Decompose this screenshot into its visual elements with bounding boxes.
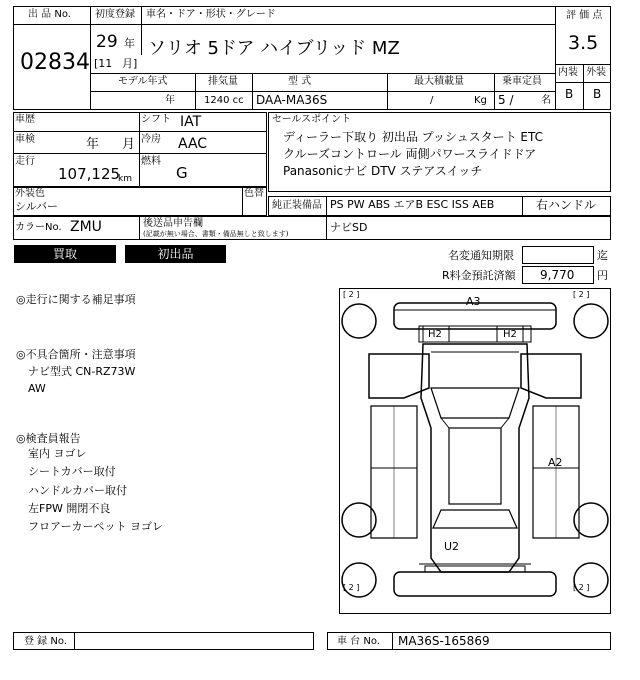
- recycle-unit: 円: [597, 269, 608, 282]
- displacement-label: 排気量: [208, 76, 238, 87]
- recycle-amount: 9,770: [540, 268, 575, 282]
- inspector-line: 左FPW 開閉不良: [28, 502, 111, 515]
- max-load-label: 最大積載量: [414, 76, 464, 87]
- fuel-value: G: [176, 164, 188, 182]
- registration-year: 29: [96, 32, 118, 52]
- shaken-label: 車検: [15, 134, 35, 145]
- exterior-color-value: シルバー: [15, 200, 58, 213]
- capacity-unit: 名: [541, 95, 551, 106]
- type-value: DAA-MA36S: [256, 93, 328, 107]
- defects-line: AW: [28, 382, 46, 395]
- fuel-label: 燃料: [141, 156, 161, 167]
- type-label: 型 式: [288, 76, 312, 87]
- damage-code-a2: A2: [548, 456, 563, 469]
- shaken-month-unit: 月: [122, 137, 136, 152]
- mileage-label: 走行: [15, 156, 35, 167]
- shaken-year-unit: 年: [86, 137, 100, 152]
- mileage-unit: km: [118, 174, 132, 184]
- displacement-value: 1240 cc: [204, 95, 244, 106]
- exterior-label: 外装: [586, 67, 606, 78]
- std-equipment-label: 純正装備品: [272, 200, 322, 211]
- std-equipment-value: PS PW ABS エアB ESC ISS AEB: [330, 198, 495, 211]
- damage-code-h2-left: H2: [428, 329, 442, 340]
- capacity-value: 5 /: [498, 93, 514, 107]
- reg-change-label: 名変通知期限: [448, 249, 514, 262]
- color-no-label: カラーNo.: [15, 222, 62, 233]
- max-load-sep: /: [430, 95, 434, 106]
- sales-point-line: クルーズコントロール 両側パワースライドドア: [283, 147, 537, 161]
- shift-label: シフト: [141, 114, 171, 125]
- capacity-label: 乗車定員: [502, 76, 542, 87]
- driving-notes-title: ◎走行に関する補足事項: [16, 293, 136, 306]
- score-label: 評 価 点: [566, 10, 603, 21]
- inspector-title: ◎検査員報告: [16, 432, 81, 445]
- inspector-line: 室内 ヨゴレ: [28, 447, 87, 460]
- chassis-no-label: 車 台 No.: [337, 636, 380, 647]
- docs-note: (記載が無い場合、書類・備品無しと致します): [143, 230, 289, 238]
- inspector-line: シートカバー取付: [28, 465, 116, 478]
- roof: [449, 428, 501, 504]
- model-year-label: モデル年式: [118, 76, 168, 87]
- sales-point-line: ディーラー下取り 初出品 プッシュスタート ETC: [283, 130, 543, 144]
- inspector-line: ハンドルカバー取付: [28, 484, 127, 497]
- listing-tag: 初出品: [125, 245, 226, 263]
- corner-label-bottom-left: [343, 582, 359, 594]
- registration-month-unit: 月]: [122, 57, 138, 70]
- right-side-panel: [521, 354, 581, 398]
- rear-bumper: [394, 572, 556, 596]
- mileage-value: 107,125: [58, 165, 121, 183]
- corner-prefix: [ 2: [343, 583, 357, 592]
- interior-grade: B: [565, 87, 574, 101]
- ac-label: 冷房: [141, 134, 161, 145]
- color-change-label: 色替: [244, 188, 264, 199]
- corner-prefix: [ 2: [573, 290, 587, 299]
- corner-label-top-left: [343, 289, 359, 301]
- interior-label: 内装: [558, 67, 578, 78]
- sales-point-label: セールスポイント: [272, 114, 352, 125]
- registration-year-unit: 年: [124, 37, 135, 50]
- lot-number-label: 出 品 No.: [28, 9, 71, 20]
- buy-tag: 買取: [14, 245, 116, 263]
- vehicle-name: ソリオ 5ドア ハイブリッド MZ: [148, 38, 400, 59]
- corner-prefix: [ 2: [343, 290, 357, 299]
- corner-suffix: ]: [586, 583, 590, 592]
- first-registration-label: 初度登録: [95, 9, 135, 20]
- max-load-unit: Kg: [474, 95, 487, 106]
- corner-suffix: ]: [356, 583, 360, 592]
- model-year-unit: 年: [165, 95, 175, 106]
- ac-value: AAC: [178, 136, 208, 152]
- handle-position: 右ハンドル: [536, 198, 597, 212]
- corner-label-bottom-right: [573, 582, 589, 594]
- defects-title: ◎不具合箇所・注意事項: [16, 348, 136, 361]
- score-value: 3.5: [568, 32, 599, 54]
- car-damage-diagram: [339, 288, 611, 614]
- reg-change-unit: 迄: [597, 249, 608, 262]
- corner-suffix: ]: [356, 290, 360, 299]
- exterior-grade: B: [593, 87, 602, 101]
- rear-window: [433, 510, 517, 528]
- corner-prefix: [ 2: [573, 583, 587, 592]
- vehicle-name-label: 車名・ドア・形状・グレード: [146, 9, 276, 20]
- wheel-front-left: [342, 304, 376, 338]
- corner-suffix: ]: [586, 290, 590, 299]
- sales-point-line: Panasonicナビ DTV ステアスイッチ: [283, 164, 483, 178]
- car-body: [421, 344, 529, 572]
- chassis-no-value: MA36S-165869: [398, 634, 490, 648]
- lot-number: 02834: [20, 50, 90, 75]
- shift-value: IAT: [180, 114, 202, 130]
- registration-no-label: 登 録 No.: [24, 636, 67, 647]
- defects-line: ナビ型式 CN-RZ73W: [28, 365, 136, 378]
- damage-code-u2: U2: [444, 540, 460, 553]
- inspector-line: フロアーカーペット ヨゴレ: [28, 520, 163, 533]
- history-label: 車歴: [15, 114, 35, 125]
- left-side-panel: [369, 354, 429, 398]
- reg-change-box: [522, 246, 594, 264]
- corner-label-top-right: [573, 289, 589, 301]
- recycle-label: R料金預託済額: [442, 269, 516, 282]
- color-no-value: ZMU: [70, 219, 102, 235]
- wheel-front-right: [574, 304, 608, 338]
- damage-code-a3: A3: [466, 295, 481, 308]
- docs-value: ナビSD: [330, 221, 368, 234]
- windshield: [431, 388, 519, 418]
- damage-code-h2-right: H2: [503, 329, 517, 340]
- exterior-color-label: 外装色: [15, 188, 45, 199]
- registration-month: [11: [94, 57, 113, 70]
- docs-label: 後送品申告欄: [143, 218, 203, 229]
